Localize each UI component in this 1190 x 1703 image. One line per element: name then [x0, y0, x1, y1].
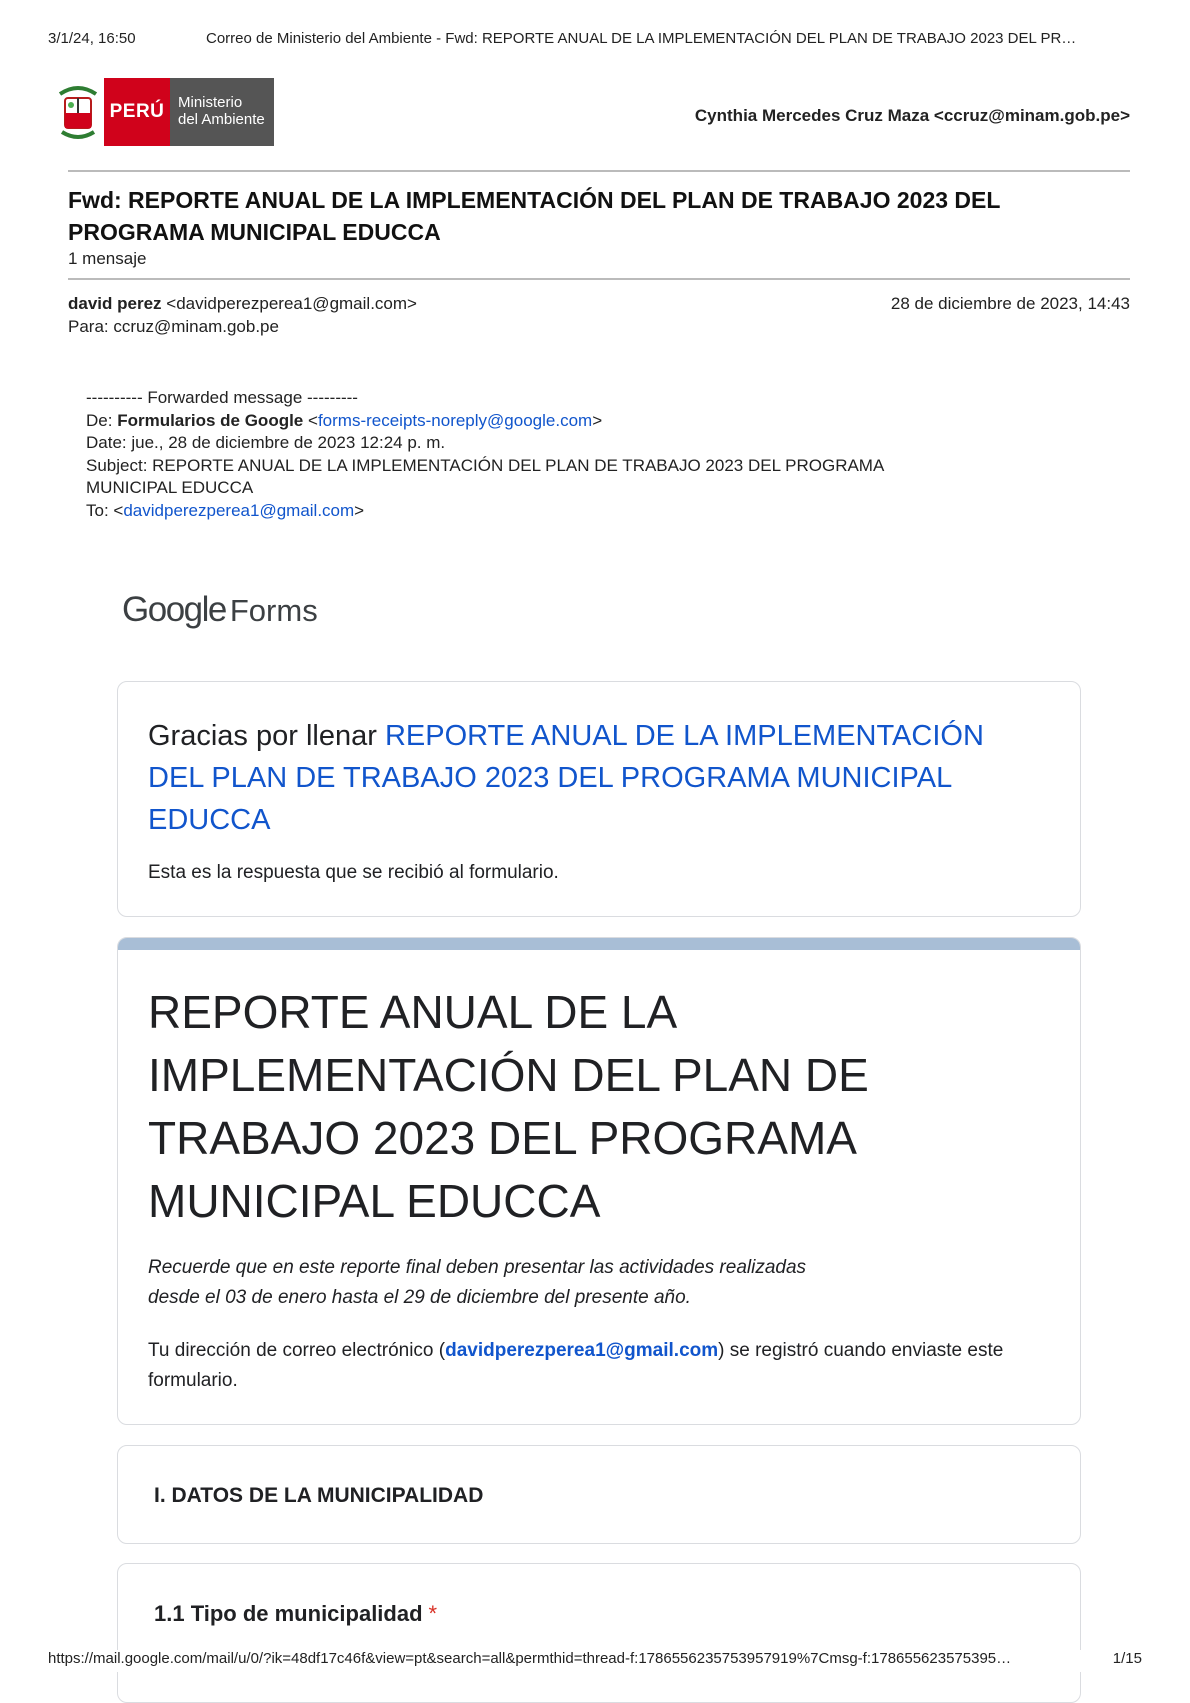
from-name: Formularios de Google — [117, 410, 304, 430]
email-suffix: ) se registró cuando enviaste este formulario. — [148, 1340, 1004, 1391]
thanks-text — [148, 715, 1028, 841]
account-name: Cynthia Mercedes Cruz Maza <ccruz@minam.gob.pe> — [694, 106, 1130, 125]
form-description — [148, 1253, 908, 1313]
thanks-prefix: Gracias por llenar — [148, 720, 385, 752]
email-prefix: Tu dirección de correo electrónico ( — [148, 1340, 446, 1361]
print-title: Correo de Ministerio del Ambiente - Fwd: REPORTE ANUAL DE LA IMPLEMENTACIÓN DEL PLAN DE TRABAJO 2023 DEL PR… — [206, 30, 1077, 47]
peru-brand: PERÚ — [104, 78, 170, 146]
google-forms-logo — [122, 590, 318, 634]
to-close: > — [354, 500, 365, 520]
form-header-card — [117, 937, 1081, 1425]
email-notice — [148, 1336, 1028, 1396]
form-title: REPORTE ANUAL DE LA IMPLEMENTACIÓN DEL PLAN DE TRABAJO 2023 DEL PROGRAMA MUNICIPAL EDUCCA — [148, 986, 869, 1227]
from-email-link[interactable]: forms-receipts-noreply@google.com — [317, 410, 593, 430]
to-label: To: < — [86, 500, 124, 520]
divider — [68, 278, 1130, 280]
forwarded-to — [86, 500, 1086, 523]
forwarded-header: ---------- Forwarded message --------- — [86, 388, 358, 407]
question-text: 1.1 Tipo de municipalidad — [154, 1601, 423, 1626]
sender-email: <davidperezperea1@gmail.com> — [166, 294, 417, 313]
print-header — [48, 30, 1142, 52]
google-wordmark: Google — [122, 590, 226, 629]
page-url: https://mail.google.com/mail/u/0/?ik=48df17c46f&view=pt&search=all&permthid=thread-f:1786556235753957919%7Cmsg-f:178655623575395… — [48, 1650, 1012, 1667]
thanks-subtitle: Esta es la respuesta que se recibió al formulario. — [148, 862, 559, 883]
form-description-line2: desde el 03 de enero hasta el 29 de diciembre del presente año. — [148, 1287, 691, 1308]
print-datetime: 3/1/24, 16:50 — [48, 30, 136, 47]
respondent-email: davidperezperea1@gmail.com — [445, 1340, 719, 1361]
section-title: I. DATOS DE LA MUNICIPALIDAD — [154, 1484, 484, 1507]
coat-of-arms-icon — [56, 80, 100, 144]
ministry-name-line1: Ministerio — [178, 94, 243, 111]
from-label: De: — [86, 410, 118, 430]
forwarded-block — [86, 387, 1086, 522]
to-email-link[interactable]: davidperezperea1@gmail.com — [123, 500, 355, 520]
sender-name: david perez — [68, 294, 162, 313]
thanks-card — [117, 681, 1081, 917]
question-title — [154, 1601, 437, 1627]
forms-wordmark: Forms — [229, 593, 318, 628]
form-link[interactable]: REPORTE ANUAL DE LA IMPLEMENTACIÓN DEL PLAN DE TRABAJO 2023 DEL PROGRAMA MUNICIPAL EDUCCA — [148, 720, 984, 836]
divider — [68, 170, 1130, 172]
recipient-line: Para: ccruz@minam.gob.pe — [68, 317, 279, 336]
ministry-name-line2: del Ambiente — [178, 111, 265, 128]
required-asterisk: * — [428, 1601, 438, 1626]
forwarded-from: De: Formularios de Google <forms-receipts-noreply@google.com> — [86, 410, 603, 430]
thread-subject: Fwd: REPORTE ANUAL DE LA IMPLEMENTACIÓN DEL PLAN DE TRABAJO 2023 DEL PROGRAMA MUNICIPAL EDUCCA — [68, 187, 1001, 245]
page-number: 1/15 — [1112, 1650, 1142, 1667]
ministry-name — [170, 78, 274, 146]
form-description-line1: Recuerde que en este reporte final deben presentar las actividades realizadas — [148, 1257, 807, 1278]
section-card — [117, 1445, 1081, 1544]
message-count: 1 mensaje — [68, 249, 147, 268]
forwarded-subject-2: MUNICIPAL EDUCCA — [86, 478, 254, 497]
forwarded-date: Date: jue., 28 de diciembre de 2023 12:24 p. m. — [86, 433, 446, 452]
ministry-logo — [56, 78, 276, 146]
form-accent-bar — [118, 938, 1080, 950]
sender-line — [68, 294, 417, 314]
print-footer — [48, 1650, 1142, 1672]
forwarded-subject-1: Subject: REPORTE ANUAL DE LA IMPLEMENTACIÓN DEL PLAN DE TRABAJO 2023 DEL PROGRAMA — [86, 455, 885, 475]
question-card — [117, 1563, 1081, 1703]
message-date: 28 de diciembre de 2023, 14:43 — [890, 294, 1130, 313]
